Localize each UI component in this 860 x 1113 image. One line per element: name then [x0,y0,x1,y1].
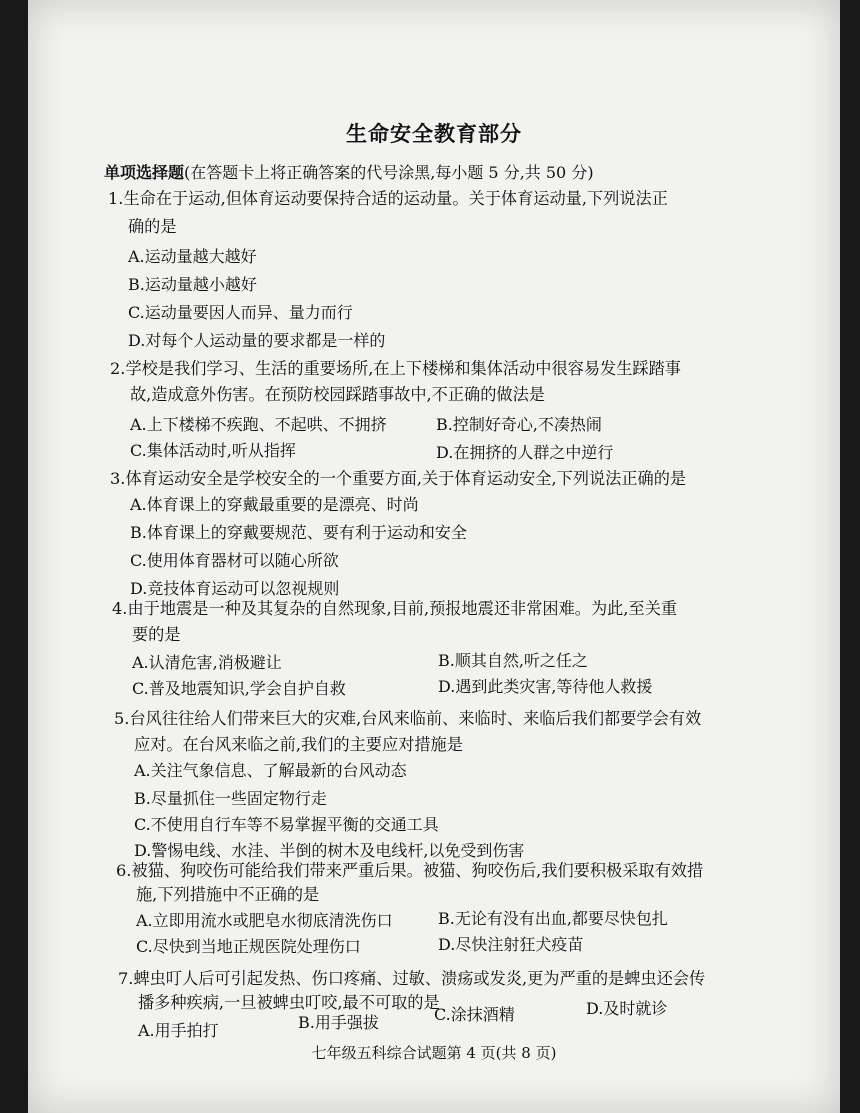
option-b: B.无论有没有出血,都要尽快包扎 [438,909,668,928]
question-stem: 2.学校是我们学习、生活的重要场所,在上下楼梯和集体活动中很容易发生踩踏事 [110,359,681,378]
option-a: A.关注气象信息、了解最新的台风动态 [134,761,407,780]
section-label: 单项选择题 [104,163,185,182]
question-stem: 5.台风往往给人们带来巨大的灾难,台风来临前、来临时、来临后我们都要学会有效 [114,709,702,728]
question-stem: 4.由于地震是一种及其复杂的自然现象,目前,预报地震还非常困难。为此,至关重 [112,599,678,618]
page-title: 生命安全教育部分 [346,121,522,146]
option-a: A.立即用流水或肥皂水彻底清洗伤口 [136,911,393,930]
option-d: D.对每个人运动量的要求都是一样的 [128,331,386,350]
question-stem: 施,下列措施中不正确的是 [136,885,320,904]
question-stem: 1.生命在于运动,但体育运动要保持合适的运动量。关于体育运动量,下列说法正 [108,189,668,208]
option-d: D.及时就诊 [586,999,668,1018]
option-a: A.上下楼梯不疾跑、不起哄、不拥挤 [130,415,387,434]
option-d: D.在拥挤的人群之中逆行 [436,443,614,462]
option-d: D.尽快注射狂犬疫苗 [438,935,584,954]
option-c: C.尽快到当地正规医院处理伤口 [136,937,361,956]
option-c: C.使用体育器材可以随心所欲 [130,551,339,570]
option-c: C.集体活动时,听从指挥 [130,441,296,460]
option-d: D.警惕电线、水洼、半倒的树木及电线杆,以免受到伤害 [134,841,525,860]
section-heading [104,160,594,183]
option-c: C.普及地震知识,学会自护自救 [132,679,346,698]
option-c: C.涂抹酒精 [434,1005,515,1024]
question-stem: 3.体育运动安全是学校安全的一个重要方面,关于体育运动安全,下列说法正确的是 [110,469,687,488]
option-a: A.认清危害,消极避让 [132,653,282,672]
question-stem: 6.被猫、狗咬伤可能给我们带来严重后果。被猫、狗咬伤后,我们要积极采取有效措 [116,861,704,880]
page-footer: 七年级五科综合试题第 4 页(共 8 页) [311,1044,557,1062]
exam-page [28,0,840,1113]
option-b: B.运动量越小越好 [128,275,257,294]
question-stem: 7.蜱虫叮人后可引起发热、伤口疼痛、过敏、溃疡或发炎,更为严重的是蜱虫还会传 [118,969,706,988]
option-d: D.遇到此类灾害,等待他人救援 [438,677,653,696]
option-a: A.用手拍打 [138,1021,219,1040]
option-a: A.体育课上的穿戴最重要的是漂亮、时尚 [130,495,419,514]
option-b: B.尽量抓住一些固定物行走 [134,789,327,808]
option-b: B.用手强拔 [298,1013,379,1032]
option-a: A.运动量越大越好 [128,247,257,266]
option-c: C.运动量要因人而异、量力而行 [128,303,353,322]
question-stem: 确的是 [128,217,177,236]
question-stem: 要的是 [132,625,181,644]
question-stem: 播多种疾病,一旦被蜱虫叮咬,最不可取的是 [138,993,440,1012]
question-stem: 故,造成意外伤害。在预防校园踩踏事故中,不正确的做法是 [130,385,545,404]
option-b: B.体育课上的穿戴要规范、要有利于运动和安全 [130,523,467,542]
option-b: B.顺其自然,听之任之 [438,651,588,670]
section-instruction: (在答题卡上将正确答案的代号涂黑,每小题 5 分,共 50 分) [184,163,594,182]
question-stem: 应对。在台风来临之前,我们的主要应对措施是 [134,735,463,754]
option-b: B.控制好奇心,不凑热闹 [436,415,602,434]
option-d: D.竞技体育运动可以忽视规则 [130,579,340,598]
option-c: C.不使用自行车等不易掌握平衡的交通工具 [134,815,439,834]
